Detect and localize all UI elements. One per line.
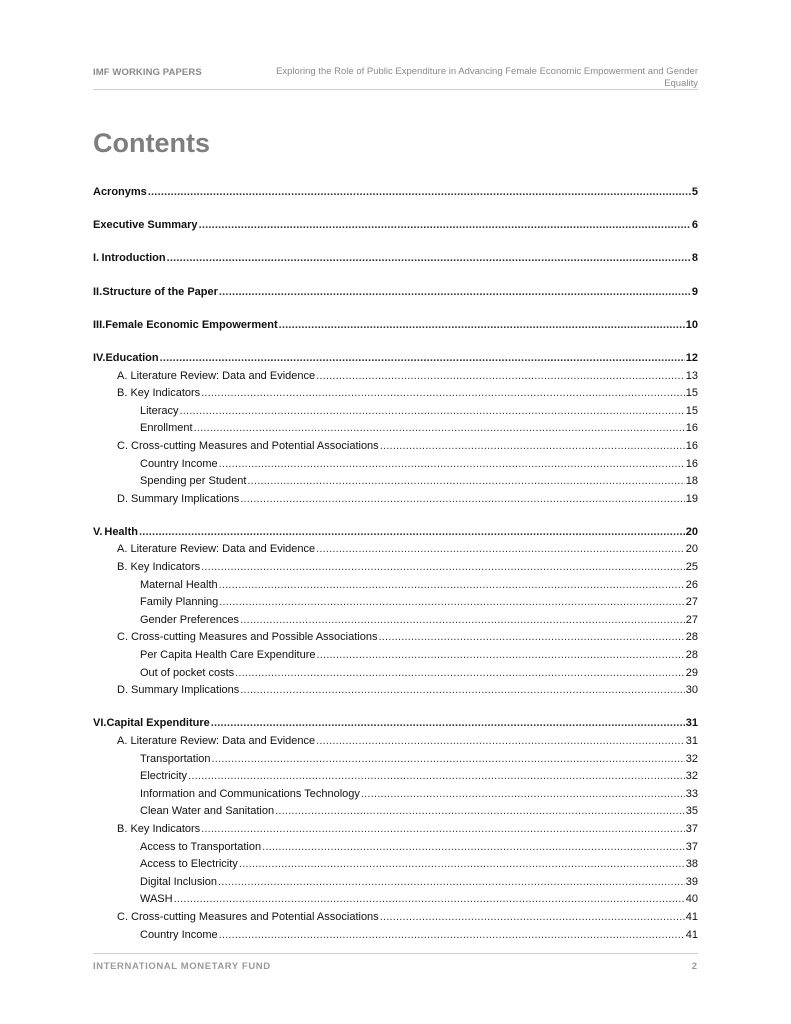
toc-entry-label: Family Planning [140, 596, 219, 609]
toc-dot-leader [275, 803, 685, 821]
toc-entry-number: V. [93, 525, 103, 538]
toc-entry-page: 13 [685, 369, 698, 382]
toc-dot-leader [160, 350, 685, 368]
toc-entry-label: Spending per Student [140, 475, 247, 488]
toc-dot-leader [211, 715, 685, 733]
toc-dot-leader [316, 368, 685, 386]
toc-entry-label: Gender Preferences [140, 613, 240, 626]
toc-entry[interactable] [93, 786, 698, 804]
toc-dot-leader [219, 927, 685, 945]
toc-entry-label: Executive Summary [93, 219, 198, 232]
toc-entry-page: 8 [691, 252, 698, 265]
toc-entry-number: IV. [93, 351, 106, 364]
toc-dot-leader [240, 682, 684, 700]
toc-entry[interactable] [93, 874, 698, 892]
toc-entry-label: C. Cross-cutting Measures and Possible Associations [117, 631, 378, 644]
toc-entry[interactable] [93, 839, 698, 857]
toc-entry-page: 41 [685, 928, 698, 941]
toc-entry-page: 15 [685, 387, 698, 400]
toc-dot-leader [262, 839, 685, 857]
toc-dot-leader [235, 665, 685, 683]
toc-entry[interactable] [93, 647, 698, 665]
toc-entry-label: Health [104, 525, 138, 538]
toc-entry-page: 37 [685, 822, 698, 835]
footer-org-label: INTERNATIONAL MONETARY FUND [93, 961, 271, 972]
toc-entry[interactable] [93, 438, 698, 456]
toc-entry-page: 29 [685, 666, 698, 679]
toc-dot-leader [167, 250, 691, 268]
toc-entry-label: A. Literature Review: Data and Evidence [117, 543, 316, 556]
toc-entry-page: 37 [685, 840, 698, 853]
toc-entry-page: 41 [685, 910, 698, 923]
toc-entry[interactable] [93, 559, 698, 577]
toc-entry[interactable] [93, 751, 698, 769]
toc-entry-page: 15 [685, 404, 698, 417]
toc-dot-leader [219, 284, 691, 302]
toc-dot-leader [212, 751, 685, 769]
toc-entry-page: 16 [685, 457, 698, 470]
toc-dot-leader [201, 385, 685, 403]
toc-entry-page: 31 [685, 717, 698, 730]
toc-entry[interactable] [93, 891, 698, 909]
toc-entry[interactable] [93, 733, 698, 751]
toc-dot-leader [201, 559, 685, 577]
toc-entry-label: Information and Communications Technology [140, 787, 360, 800]
toc-entry-page: 6 [691, 219, 698, 232]
toc-entry-label: Enrollment [140, 422, 193, 435]
toc-entry-label: C. Cross-cutting Measures and Potential Associations [117, 910, 379, 923]
toc-entry[interactable] [93, 715, 698, 733]
toc-entry-label: B. Key Indicators [117, 561, 201, 574]
toc-entry[interactable] [93, 473, 698, 491]
toc-entry[interactable] [93, 403, 698, 421]
toc-entry[interactable] [93, 284, 698, 302]
toc-dot-leader [148, 184, 691, 202]
toc-entry[interactable] [93, 456, 698, 474]
toc-entry-page: 39 [685, 875, 698, 888]
toc-entry[interactable] [93, 682, 698, 700]
toc-entry[interactable] [93, 184, 698, 202]
toc-entry-label: B. Key Indicators [117, 822, 201, 835]
toc-entry-page: 10 [685, 318, 698, 331]
toc-entry-page: 35 [685, 805, 698, 818]
toc-entry-label: Digital Inclusion [140, 875, 218, 888]
toc-entry[interactable] [93, 768, 698, 786]
toc-dot-leader [194, 420, 685, 438]
toc-entry-label: B. Key Indicators [117, 387, 201, 400]
toc-entry-page: 40 [685, 893, 698, 906]
toc-entry-page: 25 [685, 561, 698, 574]
toc-entry[interactable] [93, 317, 698, 335]
toc-entry[interactable] [93, 385, 698, 403]
page-title: Contents [93, 128, 210, 158]
toc-entry-label: Structure of the Paper [102, 285, 218, 298]
toc-entry-page: 12 [685, 351, 698, 364]
table-of-contents [93, 184, 698, 944]
toc-entry-number: VI. [93, 717, 107, 730]
toc-entry-label: Literacy [140, 404, 179, 417]
toc-entry-number: I. [93, 252, 100, 265]
toc-dot-leader [316, 541, 685, 559]
toc-entry-label: D. Summary Implications [117, 492, 240, 505]
toc-entry[interactable] [93, 803, 698, 821]
toc-entry-label: Clean Water and Sanitation [140, 805, 275, 818]
toc-dot-leader [279, 317, 685, 335]
toc-dot-leader [361, 786, 685, 804]
toc-entry-label: Acronyms [93, 186, 147, 198]
toc-entry-number: II. [93, 285, 103, 298]
toc-entry-label: Country Income [140, 928, 218, 941]
toc-entry-label: Transportation [140, 752, 211, 765]
toc-entry[interactable] [93, 909, 698, 927]
toc-entry[interactable] [93, 420, 698, 438]
toc-entry-page: 27 [685, 613, 698, 626]
toc-dot-leader [240, 612, 685, 630]
toc-entry[interactable] [93, 368, 698, 386]
toc-entry-page: 16 [685, 439, 698, 452]
toc-dot-leader [201, 821, 685, 839]
toc-entry-label: Out of pocket costs [140, 666, 235, 679]
toc-entry[interactable] [93, 629, 698, 647]
toc-dot-leader [316, 647, 684, 665]
toc-entry-page: 19 [685, 492, 698, 505]
toc-entry-label: A. Literature Review: Data and Evidence [117, 369, 316, 382]
toc-entry-page: 28 [685, 649, 698, 662]
header-divider [93, 89, 698, 90]
toc-entry[interactable] [93, 491, 698, 509]
toc-dot-leader [247, 473, 684, 491]
footer-page-number: 2 [691, 961, 697, 972]
toc-dot-leader [218, 874, 685, 892]
toc-entry-page: 20 [685, 525, 698, 538]
toc-entry[interactable] [93, 524, 698, 542]
toc-dot-leader [188, 768, 685, 786]
toc-dot-leader [180, 403, 685, 421]
toc-dot-leader [316, 733, 685, 751]
toc-dot-leader [378, 629, 684, 647]
toc-entry-label: Introduction [101, 252, 166, 265]
toc-entry[interactable] [93, 594, 698, 612]
toc-entry-label: C. Cross-cutting Measures and Potential Associations [117, 439, 379, 452]
footer-divider [93, 953, 698, 954]
toc-entry-number: III. [93, 318, 106, 331]
toc-entry-label: Access to Electricity [140, 858, 238, 871]
toc-entry[interactable] [93, 217, 698, 235]
toc-entry-page: 31 [685, 735, 698, 747]
toc-entry-label: Electricity [140, 770, 188, 783]
toc-entry-label: Access to Transportation [140, 840, 262, 853]
toc-entry[interactable] [93, 612, 698, 630]
toc-entry-label: A. Literature Review: Data and Evidence [117, 735, 316, 747]
toc-dot-leader [380, 909, 685, 927]
toc-dot-leader [219, 456, 685, 474]
toc-entry-label: Per Capita Health Care Expenditure [140, 649, 316, 662]
toc-entry-page: 28 [685, 631, 698, 644]
toc-entry-page: 26 [685, 578, 698, 591]
toc-entry-label: Female Economic Empowerment [105, 318, 278, 331]
toc-entry-page: 32 [685, 752, 698, 765]
toc-entry[interactable] [93, 350, 698, 368]
toc-dot-leader [219, 594, 684, 612]
toc-entry[interactable] [93, 577, 698, 595]
toc-dot-leader [380, 438, 685, 456]
toc-entry-label: Maternal Health [140, 578, 218, 591]
toc-dot-leader [239, 856, 685, 874]
toc-entry-label: Education [105, 351, 159, 364]
toc-entry-page: 18 [685, 475, 698, 488]
toc-entry-page: 20 [685, 543, 698, 556]
toc-dot-leader [219, 577, 685, 595]
toc-entry-page: 32 [685, 770, 698, 783]
toc-entry-page: 16 [685, 422, 698, 435]
toc-dot-leader [240, 491, 684, 509]
header-series-label: IMF WORKING PAPERS [93, 67, 202, 78]
toc-entry-label: WASH [140, 893, 173, 906]
toc-entry-label: Capital Expenditure [106, 717, 210, 730]
toc-entry-page: 9 [691, 285, 698, 298]
toc-entry-page: 33 [685, 787, 698, 800]
toc-entry[interactable] [93, 665, 698, 683]
toc-entry-label: D. Summary Implications [117, 684, 240, 697]
toc-dot-leader [139, 524, 685, 542]
toc-entry-page: 5 [691, 186, 698, 198]
toc-entry-page: 30 [685, 684, 698, 697]
toc-entry[interactable] [93, 856, 698, 874]
toc-entry-label: Country Income [140, 457, 218, 470]
toc-entry[interactable] [93, 541, 698, 559]
toc-entry-page: 38 [685, 858, 698, 871]
header-paper-title: Exploring the Role of Public Expenditure in Advancing Female Economic Empowerment and Gender Equality [276, 66, 698, 89]
toc-dot-leader [199, 217, 691, 235]
toc-entry[interactable] [93, 821, 698, 839]
toc-entry[interactable] [93, 927, 698, 945]
toc-entry-page: 27 [685, 596, 698, 609]
toc-entry[interactable] [93, 250, 698, 268]
toc-dot-leader [174, 891, 685, 909]
